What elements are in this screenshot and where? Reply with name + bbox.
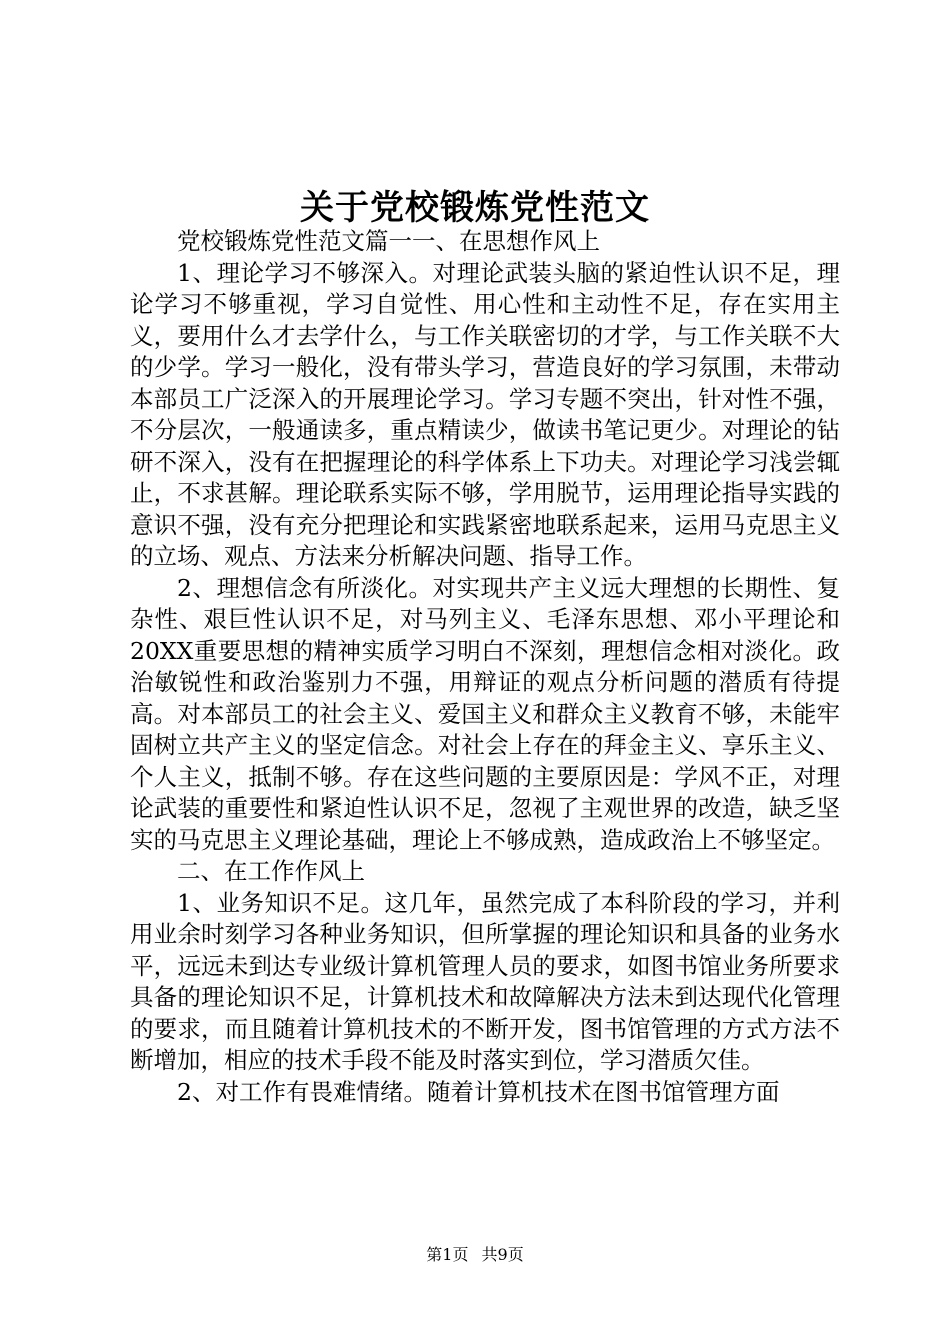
document-body [130,226,840,1108]
page-number-total: 共9页 [481,1245,524,1264]
document-title: 关于党校锻炼党性范文 [300,188,650,228]
paragraph-2: 1、理论学习不够深入。对理论武装头脑的紧迫性认识不足，理论学习不够重视，学习自觉性、用心性和主动性不足，存在实用主义，要用什么才去学什么，与工作关联密切的才学，与工作关联不大的少学。学习一般化，没有带头学习，营造良好的学习氛围，未带动本部员工广泛深入的开展理论学习。学习专题不突出，针对性不强，不分层次，一般通读多，重点精读少，做读书笔记更少。对理论的钻研不深入，没有在把握理论的科学体系上下功夫。对理论学习浅尝辄止，不求甚解。理论联系实际不够，学用脱节，运用理论指导实践的意识不强，没有充分把理论和实践紧密地联系起来，运用马克思主义的立场、观点、方法来分析解决问题、指导工作。 [130,258,840,570]
paragraph-4: 二、在工作作风上 [177,857,365,885]
paragraph-1: 党校锻炼党性范文篇一一、在思想作风上 [177,227,600,255]
page-number-current: 第1页 [426,1245,469,1264]
page-footer [0,1244,950,1266]
paragraph-5: 1、业务知识不足。这几年，虽然完成了本科阶段的学习，并利用业余时刻学习各种业务知识，但所掌握的理论知识和具备的业务水平，远远未到达专业级计算机管理人员的要求，如图书馆业务所要求具备的理论知识不足，计算机技术和故障解决方法未到达现代化管理的要求，而且随着计算机技术的不断开发，图书馆管理的方式方法不断增加，相应的技术手段不能及时落实到位，学习潜质欠佳。 [130,888,840,1074]
paragraph-6: 2、对工作有畏难情绪。随着计算机技术在图书馆管理方面 [177,1077,780,1106]
paragraph-3: 2、理想信念有所淡化。对实现共产主义远大理想的长期性、复杂性、艰巨性认识不足，对马列主义、毛泽东思想、邓小平理论和20XX重要思想的精神实质学习明白不深刻，理想信念相对淡化。政治敏锐性和政治鉴别力不强，用辩证的观点分析问题的潜质有待提高。对本部员工的社会主义、爱国主义和群众主义教育不够，未能牢固树立共产主义的坚定信念。对社会上存在的拜金主义、享乐主义、个人主义，抵制不够。存在这些问题的主要原因是：学风不正，对理论武装的重要性和紧迫性认识不足，忽视了主观世界的改造，缺乏坚实的马克思主义理论基础，理论上不够成熟，造成政治上不够坚定。 [130,573,840,854]
